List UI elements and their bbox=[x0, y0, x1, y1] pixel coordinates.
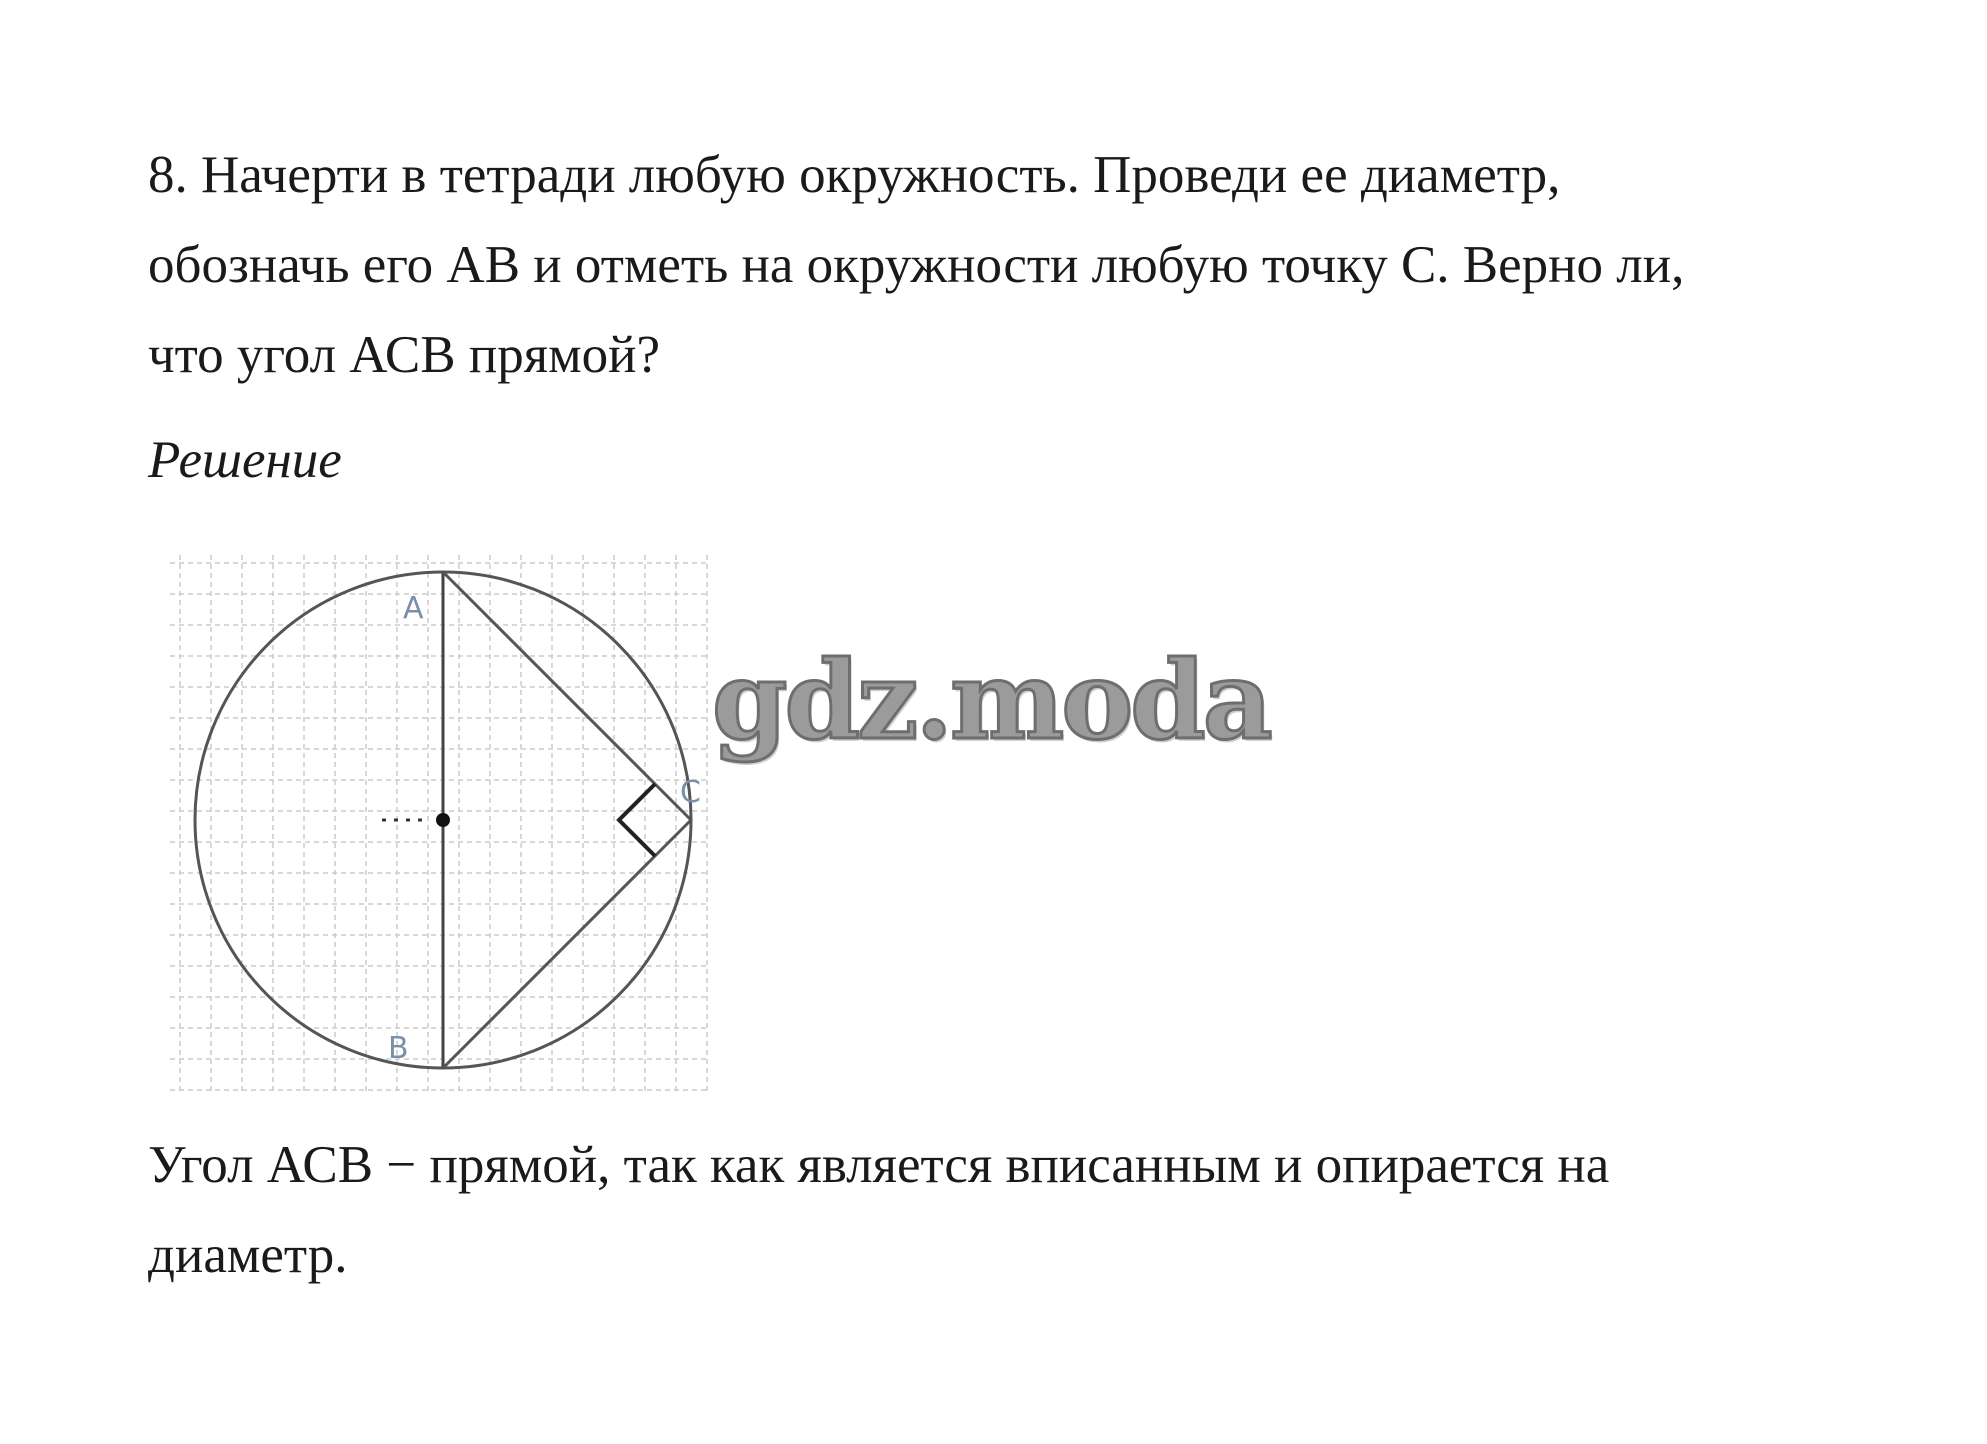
center-point bbox=[436, 813, 450, 827]
problem-line-1: 8. Начерти в тетради любую окружность. Проведи ее диаметр, bbox=[148, 146, 1561, 204]
answer-text bbox=[148, 1120, 1868, 1300]
label-c: C bbox=[680, 775, 701, 810]
solution-heading: Решение bbox=[148, 431, 342, 489]
watermark-logo: gdz.moda bbox=[712, 638, 1270, 764]
label-a: A bbox=[403, 591, 424, 626]
label-b: B bbox=[388, 1031, 409, 1066]
answer-line-2: диаметр. bbox=[148, 1226, 348, 1284]
problem-line-2: обозначь его АВ и отметь на окружности любую точку С. Верно ли, bbox=[148, 236, 1685, 294]
circle-diagram bbox=[160, 550, 720, 1100]
answer-line-1: Угол АСВ − прямой, так как является вписанным и опирается на bbox=[148, 1136, 1610, 1194]
right-angle-mark bbox=[619, 784, 655, 856]
problem-statement bbox=[148, 130, 1868, 400]
problem-line-3: что угол АСВ прямой? bbox=[148, 326, 661, 384]
circle-diagram-svg bbox=[160, 550, 720, 1100]
